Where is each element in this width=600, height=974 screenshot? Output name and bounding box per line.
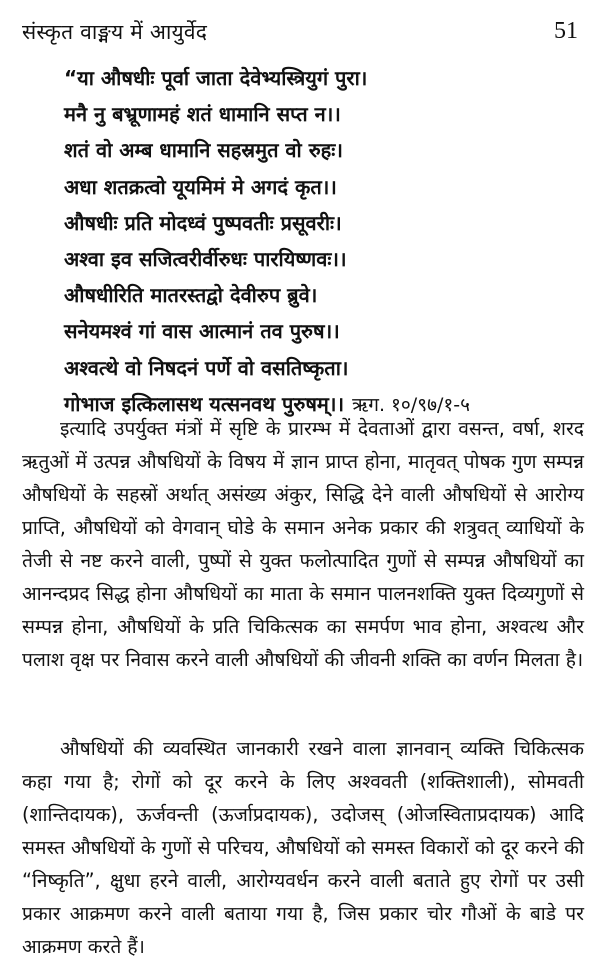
verse-line: “या औषधीः पूर्वा जाता देवेभ्यस्त्रियुगं पुरा।	[64, 66, 368, 90]
verse-line: औषधीः प्रति मोदध्वं पुष्पवतीः प्रसूवरीः।	[64, 210, 342, 235]
verse-line: शतं वो अम्ब धामानि सहस्रमुत वो रुहः।	[64, 138, 343, 163]
verse-text: गोभाज इत्किलासथ यत्सनवथ पुरुषम्।।	[64, 391, 345, 416]
page-number: 51	[554, 18, 578, 44]
verse-line: अश्वा इव सजित्वरीर्वीरुधः पारयिष्णवः।।	[64, 246, 347, 271]
verse-citation: ऋग. १०/९७/१-५	[352, 393, 470, 416]
verse-line: मनै नु बभ्रूणामहं शतं धामानि सप्त न।।	[64, 102, 341, 127]
verse-line: सनेयमश्वं गां वास आत्मानं तव पुरुष।।	[64, 319, 340, 344]
verse-line: अश्वत्थे वो निषदनं पर्णे वो वसतिष्कृता।	[64, 355, 349, 380]
verse-line: अधा शतक्रत्वो यूयमिमं मे अगदं कृत।।	[64, 174, 337, 199]
running-head: संस्कृत वाङ्मय में आयुर्वेद	[22, 20, 208, 44]
body-paragraph-1: इत्यादि उपर्युक्त मंत्रों में सृष्टि के प्रारम्भ में देवताओं द्वारा वसन्त, वर्षा, शरद ऋतुओं में उत्पन्न औषधियों के विषय में ज्ञान प्राप्त होना, मातृवत् पोषक गुण सम्पन्न औषधियों के सहस्रों अर्थात् असंख्य अंकुर, सिद्धि देने वाली औषधियों से आरोग्य प्राप्ति, औषधियों को वेगवान् घोडे के समान अनेक प्रकार की शत्रुवत् व्याधियों के तेजी से नष्ट करने वाली, पुष्पों से युक्त फलोत्पादित गुणों से सम्पन्न औषधियों का आनन्दप्रद सिद्ध होना औषधियों का माता के समान पालनशक्ति युक्त दिव्यगुणों से सम्पन्न होना, औषधियों के प्रति चिकित्सक का समर्पण भाव होना, अश्वत्थ और पलाश वृक्ष पर निवास करने वाली औषधियों की जीवनी शक्ति का वर्णन मिलता है।	[22, 417, 584, 671]
page-header	[22, 18, 578, 54]
verse-line: औषधीरिति मातरस्तद्वो देवीरुप ब्रुवे।	[64, 283, 318, 308]
verse-block	[64, 60, 584, 422]
body-paragraph-2: औषधियों की व्यवस्थित जानकारी रखने वाला ज्ञानवान् व्यक्ति चिकित्सक कहा गया है; रोगों को दूर करने के लिए अश्ववती (शक्तिशाली), सोमवती (शान्तिदायक), ऊर्जवन्ती (ऊर्जाप्रदायक), उदोजस् (ओजस्विताप्रदायक) आदि समस्त औषधियों के गुणों से परिचय, औषधियों को समस्त विकारों को दूर करने की “निष्कृति”, क्षुधा हरने वाली, आरोग्यवर्धन करने वाली बताते हुए रोगों पर उसी प्रकार आक्रमण करने वाली बताया गया है, जिस प्रकार चोर गौओं के बाडे पर आक्रमण करते हैं।	[22, 737, 584, 958]
